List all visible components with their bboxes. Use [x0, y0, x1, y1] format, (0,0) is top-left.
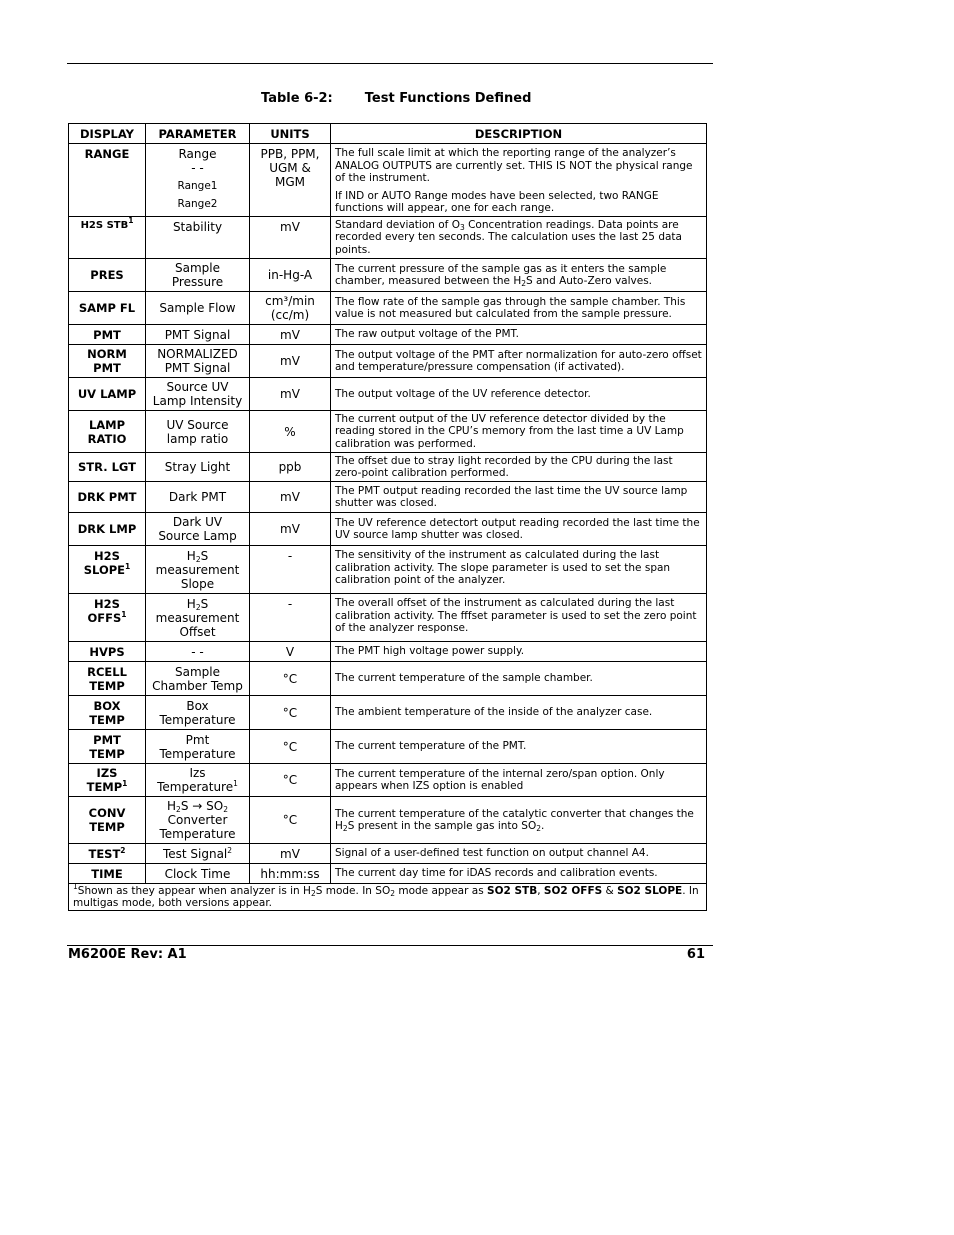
parameter-text: Temperature	[159, 712, 236, 727]
table-row-test	[69, 844, 707, 864]
description-cell: The raw output voltage of the PMT.	[331, 325, 707, 345]
parameter-text: Range1	[177, 180, 218, 192]
display-text: TEMP	[89, 746, 125, 761]
units-cell: in-Hg-A	[250, 259, 331, 292]
parameter-text: Temperature	[159, 827, 236, 841]
display-text: NORM	[87, 347, 127, 361]
parameter-cell: - -	[146, 642, 250, 662]
description-cell: The PMT high voltage power supply.	[331, 642, 707, 662]
units-cell: mV	[250, 345, 331, 378]
display-text: SLOPE	[83, 563, 126, 577]
display-text: OFFS	[87, 611, 122, 625]
description-cell: Signal of a user-defined test function on output channel A4.	[331, 844, 707, 864]
subscript: 2	[176, 805, 181, 814]
table-row-rcell-temp	[69, 662, 707, 696]
description-cell: The sensitivity of the instrument as calculated during the last calibration activity. The slope parameter is used to set the span calibration point of the analyzer.	[331, 546, 707, 594]
display-cell	[69, 411, 146, 453]
units-cell: PPB, PPM, UGM & MGM	[250, 144, 331, 217]
parameter-cell	[146, 345, 250, 378]
parameter-text: measurement	[155, 611, 240, 625]
description-cell: The UV reference detectort output reading recorded the last time the UV source lamp shutter was closed.	[331, 513, 707, 546]
display-cell: STR. LGT	[69, 453, 146, 482]
parameter-text: Lamp Intensity	[152, 394, 243, 408]
table-header-row	[69, 124, 707, 144]
description-cell: The PMT output reading recorded the last time the UV source lamp shutter was closed.	[331, 482, 707, 513]
table-row-pmt-temp	[69, 730, 707, 764]
display-cell	[69, 764, 146, 797]
parameter-text: H	[167, 799, 177, 813]
display-cell	[69, 345, 146, 378]
footnote-marker: 2	[120, 845, 126, 855]
footnote-marker: 1	[128, 216, 134, 225]
parameter-cell: Stray Light	[146, 453, 250, 482]
display-text: LAMP	[88, 417, 126, 432]
description-cell: The current output of the UV reference detector divided by the reading stored in the CPU’s memory from the last time a UV Lamp calibration was performed.	[331, 411, 707, 453]
parameter-text: Range	[178, 147, 217, 161]
subscript: 2	[390, 889, 395, 898]
parameter-cell	[146, 378, 250, 411]
units-cell: mV	[250, 217, 331, 259]
description-cell: The ambient temperature of the inside of the analyzer case.	[331, 696, 707, 730]
footnote-marker: 1	[73, 882, 78, 891]
table-row-h2s-stb	[69, 217, 707, 259]
display-text: PMT	[93, 732, 121, 747]
display-cell: HVPS	[69, 642, 146, 662]
display-cell: DRK PMT	[69, 482, 146, 513]
display-text: TEMP	[89, 678, 125, 693]
display-text: TEST	[88, 846, 121, 861]
table-row-str-lgt	[69, 453, 707, 482]
description-cell: The output voltage of the PMT after normalization for auto-zero offset and temperature/pressure compensation (if activated).	[331, 345, 707, 378]
header-description: DESCRIPTION	[331, 124, 707, 144]
table-row-time	[69, 864, 707, 884]
description-cell	[331, 144, 707, 217]
parameter-cell	[146, 546, 250, 594]
parameter-text: Test Signal	[162, 846, 228, 861]
description-cell: The current temperature of the internal zero/span option. Only appears when IZS option is enabled	[331, 764, 707, 797]
header-display: DISPLAY	[69, 124, 146, 144]
parameter-text: Converter	[167, 813, 228, 827]
parameter-cell: Stability	[146, 217, 250, 259]
units-cell	[250, 292, 331, 325]
parameter-text: Source Lamp	[158, 529, 237, 543]
parameter-cell	[146, 513, 250, 546]
subscript: 2	[195, 555, 201, 564]
table-row-box-temp	[69, 696, 707, 730]
display-text: CONV	[88, 806, 126, 820]
footnote-text: . In multigas mode, both versions appear.	[73, 885, 699, 909]
parameter-cell	[146, 411, 250, 453]
header-parameter: PARAMETER	[146, 124, 250, 144]
parameter-text: PMT Signal	[164, 361, 231, 375]
display-text: PMT	[93, 361, 121, 375]
table-row-izs-temp	[69, 764, 707, 797]
parameter-text: UV Source	[166, 417, 229, 432]
footnote-text: S mode. In SO	[315, 885, 391, 897]
units-cell: °C	[250, 764, 331, 797]
parameter-text: Box	[186, 698, 209, 713]
subscript: 2	[223, 805, 228, 814]
units-cell: %	[250, 411, 331, 453]
parameter-cell: Clock Time	[146, 864, 250, 884]
footer-rule	[67, 945, 713, 946]
footnote-marker: 2	[227, 845, 233, 855]
subscript: 2	[536, 824, 542, 833]
description-text: Concentration readings. Data points are recorded every ten seconds. The calculation uses the last 25 data points.	[335, 218, 682, 256]
table-row-pres	[69, 259, 707, 292]
parameter-text: H	[186, 549, 196, 563]
parameter-cell: Sample Pressure	[146, 259, 250, 292]
table-footnote	[69, 884, 707, 911]
parameter-text: S	[200, 549, 209, 563]
display-cell: UV LAMP	[69, 378, 146, 411]
parameter-text: NORMALIZED	[157, 347, 238, 361]
units-cell: °C	[250, 730, 331, 764]
display-cell	[69, 730, 146, 764]
table-row-samp-fl	[69, 292, 707, 325]
description-text: If IND or AUTO Range modes have been selected, two RANGE functions will appear, one for each range.	[335, 189, 659, 214]
description-text: The current pressure of the sample gas as it enters the sample chamber, measured between the H	[335, 262, 667, 287]
subscript: 3	[459, 222, 465, 232]
display-cell: TIME	[69, 864, 146, 884]
display-cell	[69, 844, 146, 864]
table-row-uv-lamp	[69, 378, 707, 411]
display-cell	[69, 594, 146, 642]
table-row-conv-temp	[69, 797, 707, 844]
footnote-text: ,	[537, 885, 544, 897]
parameter-text: S	[200, 597, 209, 611]
table-row-drk-pmt	[69, 482, 707, 513]
table-row-norm-pmt	[69, 345, 707, 378]
footnote-bold: SO2 OFFS	[543, 885, 603, 897]
display-cell	[69, 217, 146, 259]
display-cell: PRES	[69, 259, 146, 292]
parameter-text: Temperature	[159, 746, 236, 761]
parameter-text: measurement	[155, 563, 240, 577]
parameter-text: Range2	[177, 198, 218, 210]
document-revision: M6200E Rev: A1	[68, 947, 187, 962]
display-cell	[69, 546, 146, 594]
display-text: TEMP	[89, 712, 125, 727]
display-cell	[69, 797, 146, 844]
display-text: TEMP	[89, 820, 125, 834]
description-cell: The output voltage of the UV reference detector.	[331, 378, 707, 411]
units-cell: -	[250, 594, 331, 642]
footnote-text: &	[602, 885, 618, 897]
parameter-text: Pmt	[185, 732, 210, 747]
units-text: cm³/min	[265, 294, 315, 308]
page-number: 61	[686, 947, 705, 962]
display-cell: SAMP FL	[69, 292, 146, 325]
display-text: RCELL	[87, 664, 127, 679]
subscript: 2	[195, 603, 201, 612]
display-cell	[69, 662, 146, 696]
units-cell: ppb	[250, 453, 331, 482]
parameter-text: Chamber Temp	[152, 678, 243, 693]
description-text: S present in the sample gas into SO	[347, 820, 537, 832]
description-cell: The current day time for iDAS records and calibration events.	[331, 864, 707, 884]
parameter-text: H	[186, 597, 196, 611]
units-cell: V	[250, 642, 331, 662]
subscript: 2	[310, 889, 316, 898]
parameter-text: Dark UV	[172, 515, 223, 529]
table-row-hvps	[69, 642, 707, 662]
table-row-pmt	[69, 325, 707, 345]
units-cell: mV	[250, 844, 331, 864]
parameter-cell	[146, 730, 250, 764]
footnote-text: Shown as they appear when analyzer is in H	[77, 885, 311, 897]
parameter-text: Izs	[189, 766, 206, 780]
display-cell: PMT	[69, 325, 146, 345]
table-title: Test Functions Defined	[364, 91, 532, 106]
subscript: 2	[521, 279, 526, 288]
units-cell: mV	[250, 325, 331, 345]
parameter-text: Offset	[179, 625, 216, 639]
footnote-marker: 1	[125, 562, 131, 571]
display-text: IZS	[96, 766, 118, 780]
footnote-marker: 1	[122, 779, 128, 788]
footnote-bold: SO2 STB	[487, 885, 538, 897]
parameter-text: Slope	[180, 577, 215, 591]
description-cell	[331, 259, 707, 292]
test-functions-table	[68, 123, 707, 911]
footnote-marker: 1	[233, 779, 238, 788]
table-row-drk-lmp	[69, 513, 707, 546]
description-text: The current temperature of the catalytic converter that changes the H	[335, 807, 694, 832]
description-text: .	[541, 820, 545, 832]
header-rule	[67, 63, 713, 64]
parameter-text: lamp ratio	[166, 431, 229, 446]
units-cell: mV	[250, 378, 331, 411]
units-cell: °C	[250, 797, 331, 844]
description-cell	[331, 797, 707, 844]
display-cell: RANGE	[69, 144, 146, 217]
units-text: (cc/m)	[270, 308, 310, 322]
table-caption	[261, 91, 531, 106]
parameter-cell	[146, 696, 250, 730]
description-cell: The overall offset of the instrument as calculated during the last calibration activity. The fffset parameter is used to set the zero point of the analyzer response.	[331, 594, 707, 642]
units-cell: mV	[250, 513, 331, 546]
parameter-cell	[146, 764, 250, 797]
header-units: UNITS	[250, 124, 331, 144]
display-text: BOX	[93, 698, 121, 713]
description-cell: The current temperature of the sample chamber.	[331, 662, 707, 696]
display-text: RATIO	[87, 431, 127, 446]
table-number: Table 6-2:	[261, 91, 333, 106]
units-cell: °C	[250, 662, 331, 696]
units-cell: °C	[250, 696, 331, 730]
description-text: The full scale limit at which the reporting range of the analyzer’s ANALOG OUTPUTS are currently set. THIS IS NOT the physical range of the instrument.	[335, 147, 693, 184]
parameter-text: S → SO	[180, 799, 224, 813]
display-text: H2S STB	[80, 220, 129, 231]
parameter-cell	[146, 797, 250, 844]
units-cell: mV	[250, 482, 331, 513]
footnote-bold: SO2 SLOPE	[617, 885, 683, 897]
display-text: TEMP	[86, 780, 123, 794]
display-text: H2S	[94, 549, 120, 563]
table-footnote-row	[69, 884, 707, 911]
parameter-text: Source UV	[166, 380, 229, 394]
parameter-cell: PMT Signal	[146, 325, 250, 345]
display-cell	[69, 696, 146, 730]
units-cell: -	[250, 546, 331, 594]
parameter-cell: Sample Flow	[146, 292, 250, 325]
subscript: 2	[342, 824, 348, 833]
parameter-cell	[146, 844, 250, 864]
description-cell: The flow rate of the sample gas through the sample chamber. This value is not measured but calculated from the sample pressure.	[331, 292, 707, 325]
parameter-text: - -	[191, 161, 204, 175]
footnote-marker: 1	[121, 610, 127, 619]
units-cell: hh:mm:ss	[250, 864, 331, 884]
description-cell: The offset due to stray light recorded by the CPU during the last zero-point calibration performed.	[331, 453, 707, 482]
description-cell: The current temperature of the PMT.	[331, 730, 707, 764]
display-text: H2S	[94, 597, 120, 611]
parameter-text: Sample	[175, 664, 220, 679]
description-cell	[331, 217, 707, 259]
parameter-cell	[146, 144, 250, 217]
table-row-h2s-offs	[69, 594, 707, 642]
table-row-h2s-slope	[69, 546, 707, 594]
parameter-cell	[146, 594, 250, 642]
parameter-cell: Dark PMT	[146, 482, 250, 513]
description-text: Standard deviation of O	[335, 218, 460, 231]
table-row-range	[69, 144, 707, 217]
description-text: S and Auto-Zero valves.	[526, 275, 653, 287]
parameter-cell	[146, 662, 250, 696]
parameter-text: Temperature	[157, 780, 234, 794]
footnote-text: mode appear as	[395, 885, 488, 897]
display-cell: DRK LMP	[69, 513, 146, 546]
table-row-lamp-ratio	[69, 411, 707, 453]
